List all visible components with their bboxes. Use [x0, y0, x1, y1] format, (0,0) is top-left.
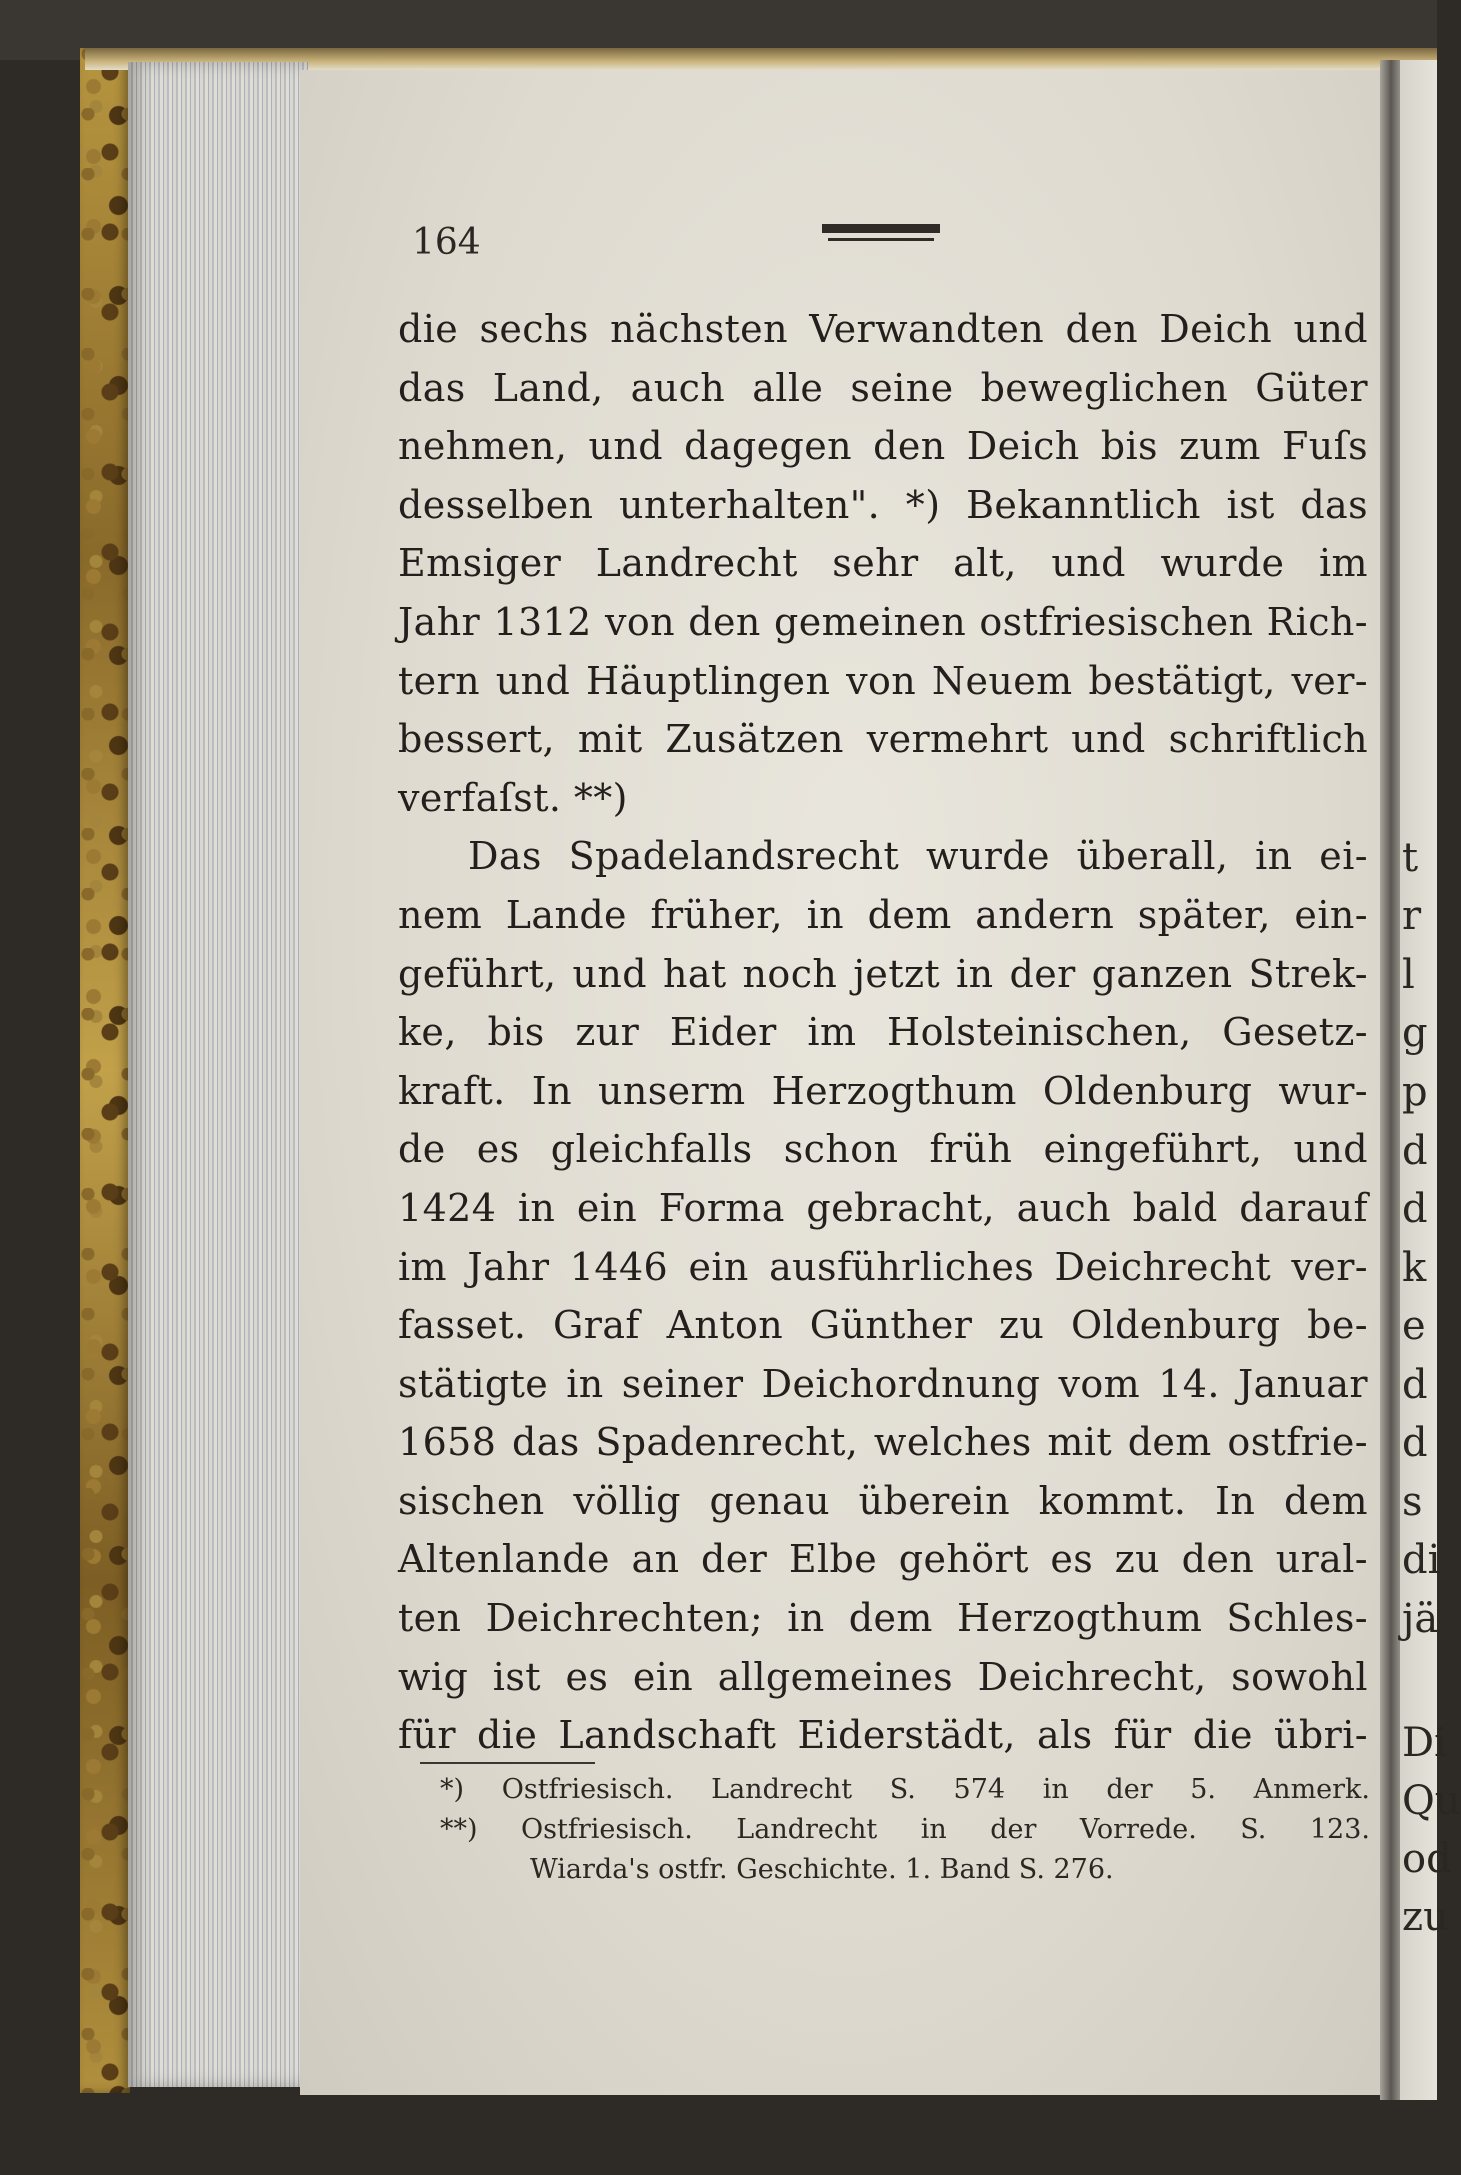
text-line: kraft. In unserm Herzogthum Oldenburg wur-	[398, 1068, 1368, 1113]
text-line: das Land, auch alle seine beweglichen Güter	[398, 365, 1368, 410]
text-line: de es gleichfalls schon früh eingeführt, und	[398, 1127, 1368, 1172]
facing-page	[1400, 60, 1461, 2100]
footnotes	[440, 1770, 1370, 1890]
facing-fragment: di	[1402, 1537, 1441, 1583]
text-line: 1658 das Spadenrecht, welches mit dem ostfrie-	[398, 1420, 1368, 1465]
facing-fragment: d	[1402, 1420, 1428, 1466]
text-line: geführt, und hat noch jetzt in der ganzen Strek-	[398, 951, 1368, 996]
footnote-2: **) Ostfriesisch. Landrecht in der Vorrede. S. 123.	[440, 1814, 1370, 1845]
text-line: ke, bis zur Eider im Holsteinischen, Gesetz-	[398, 1010, 1368, 1055]
facing-fragment: t	[1402, 835, 1419, 881]
footnote-1: *) Ostfriesisch. Landrecht S. 574 in der 5. Anmerk.	[440, 1774, 1370, 1805]
text-line: stätigte in seiner Deichordnung vom 14. Januar	[398, 1361, 1368, 1406]
text-line: ten Deichrechten; in dem Herzogthum Schles-	[398, 1596, 1368, 1641]
facing-fragment: zu	[1402, 1894, 1449, 1940]
paragraph-start-line: Das Spadelandsrecht wurde überall, in ei-	[468, 834, 1368, 879]
facing-fragment: e	[1402, 1303, 1426, 1349]
text-line: desselben unterhalten". *) Bekanntlich ist das	[398, 482, 1368, 527]
facing-fragment: k	[1402, 1245, 1427, 1291]
text-line: im Jahr 1446 ein ausführliches Deichrecht ver-	[398, 1244, 1368, 1289]
text-line: Altenlande an der Elbe gehört es zu den ural-	[398, 1537, 1368, 1582]
facing-fragment: Qu	[1402, 1778, 1461, 1824]
facing-fragment: jä	[1402, 1596, 1439, 1642]
facing-fragment: g	[1402, 1010, 1428, 1056]
body-text	[398, 300, 1368, 1765]
facing-fragment: Di	[1402, 1720, 1447, 1766]
facing-fragment: od	[1402, 1836, 1452, 1882]
footnote-divider	[420, 1762, 595, 1764]
text-line: fasset. Graf Anton Günther zu Oldenburg be-	[398, 1303, 1368, 1348]
facing-fragment: l	[1402, 952, 1415, 998]
facing-fragment: p	[1402, 1069, 1428, 1115]
text-line: 1424 in ein Forma gebracht, auch bald darauf	[398, 1185, 1368, 1230]
text-line: verfaſst. **)	[398, 775, 628, 820]
facing-fragment: s	[1402, 1479, 1423, 1525]
book-gutter	[1380, 60, 1402, 2100]
text-line: Jahr 1312 von den gemeinen ostfriesischen Rich-	[398, 599, 1368, 644]
page-number: 164	[412, 222, 481, 263]
text-line: für die Landschaft Eiderstädt, als für die übri-	[398, 1713, 1368, 1758]
text-line: bessert, mit Zusätzen vermehrt und schriftlich	[398, 717, 1368, 762]
facing-fragment: d	[1402, 1186, 1428, 1232]
text-line: tern und Häuptlingen von Neuem bestätigt, ver-	[398, 658, 1368, 703]
header-rule-ornament	[822, 224, 940, 248]
text-line: sischen völlig genau überein kommt. In dem	[398, 1478, 1368, 1523]
facing-fragment: d	[1402, 1128, 1428, 1174]
page-edges	[128, 62, 308, 2087]
facing-fragment: d	[1402, 1362, 1428, 1408]
text-line: nem Lande früher, in dem andern später, ein-	[398, 892, 1368, 937]
text-line: nehmen, und dagegen den Deich bis zum Fuſs	[398, 424, 1368, 469]
footnote-2-continuation: Wiarda's ostfr. Geschichte. 1. Band S. 276.	[530, 1854, 1114, 1885]
text-line: Emsiger Landrecht sehr alt, und wurde im	[398, 541, 1368, 586]
text-line: wig ist es ein allgemeines Deichrecht, sowohl	[398, 1654, 1368, 1699]
book-cover-left	[80, 48, 130, 2093]
text-line: die sechs nächsten Verwandten den Deich und	[398, 307, 1368, 351]
facing-fragment: r	[1402, 893, 1422, 939]
